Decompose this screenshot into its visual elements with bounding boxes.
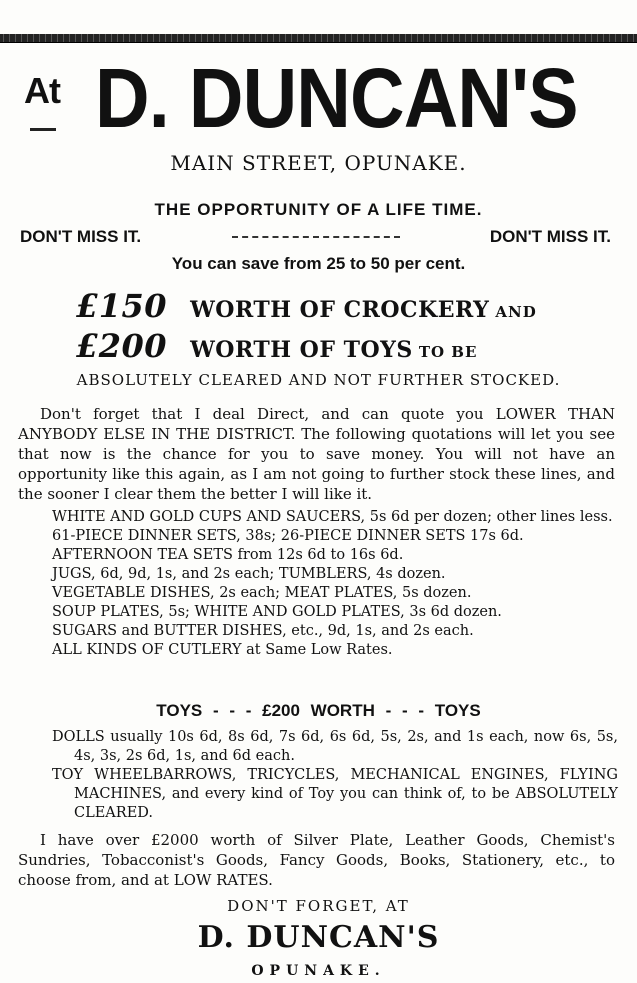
dashed-divider — [232, 236, 400, 238]
at-label: At — [24, 70, 60, 111]
cleared-notice: ABSOLUTELY CLEARED AND NOT FURTHER STOCKED. — [76, 371, 561, 389]
savings-line: You can save from 25 to 50 per cent. — [171, 254, 466, 273]
shop-name-title: D. DUNCAN'S — [95, 51, 578, 145]
list-item: 61-PIECE DINNER SETS, 38s; 26-PIECE DINNER SETS 17s 6d. — [52, 528, 524, 544]
closing-paragraph — [18, 830, 615, 890]
crockery-offer — [76, 287, 537, 325]
dont-miss-left: DON'T MISS IT. — [20, 227, 142, 246]
at-underline — [30, 128, 56, 131]
list-item: SUGARS and BUTTER DISHES, etc., 9d, 1s, and 2s each. — [52, 623, 474, 639]
toys-offer — [76, 327, 477, 365]
toys-amount: £200 — [76, 327, 168, 365]
toys-section-header: TOYS - - - £200 WORTH - - - TOYS — [156, 701, 481, 720]
list-item: DOLLS usually 10s 6d, 8s 6d, 7s 6d, 6s 6d, 5s, 2s, and 1s each, now 6s, 5s, 4s, 3s, 2s 6d, 1s, and 6d each. — [52, 729, 618, 764]
closing-text: I have over £2000 worth of Silver Plate, Leather Goods, Chemist's Sundries, Tobacconist's Goods, Fancy Goods, Books, Stationery, etc., to choose from, and at LOW RATES. — [18, 831, 615, 889]
opportunity-headline: THE OPPORTUNITY OF A LIFE TIME. — [154, 200, 483, 219]
crockery-amount: £150 — [76, 287, 168, 325]
list-item: AFTERNOON TEA SETS from 12s 6d to 16s 6d. — [52, 547, 404, 563]
toys-text: WORTH OF TOYS — [190, 337, 413, 363]
list-item: VEGETABLE DISHES, 2s each; MEAT PLATES, 5s dozen. — [52, 585, 472, 601]
crockery-price-list — [52, 508, 618, 660]
list-item: TOY WHEELBARROWS, TRICYCLES, MECHANICAL ENGINES, FLYING MACHINES, and every kind of Toy you can think of, to be ABSOLUTELY CLEARED. — [52, 767, 618, 821]
intro-paragraph — [18, 404, 615, 504]
footer-shop-name: D. DUNCAN'S — [197, 920, 440, 955]
dont-forget-line: DON'T FORGET, AT — [227, 897, 410, 915]
list-item: WHITE AND GOLD CUPS AND SAUCERS, 5s 6d per dozen; other lines less. — [52, 509, 613, 525]
crockery-and: AND — [495, 303, 537, 321]
list-item: ALL KINDS OF CUTLERY at Same Low Rates. — [52, 642, 393, 658]
footer-town: OPUNAKE. — [251, 963, 386, 979]
list-item: SOUP PLATES, 5s; WHITE AND GOLD PLATES, 3s 6d dozen. — [52, 604, 502, 620]
intro-text: Don't forget that I deal Direct, and can quote you LOWER THAN ANYBODY ELSE IN THE DISTRICT. The following quotations will let you see that now is the chance for you to save money. You will not have an opportunity like this again, as I am not going to further stock these lines, and the sooner I clear them the better I will like it. — [18, 405, 615, 503]
toys-price-list — [52, 728, 618, 823]
toys-to-be: TO BE — [418, 343, 478, 361]
list-item: JUGS, 6d, 9d, 1s, and 2s each; TUMBLERS, 4s dozen. — [52, 566, 446, 582]
dont-miss-right: DON'T MISS IT. — [489, 227, 611, 246]
top-border-rule — [0, 34, 637, 43]
address: MAIN STREET, OPUNAKE. — [170, 151, 467, 175]
crockery-text: WORTH OF CROCKERY — [190, 297, 490, 323]
